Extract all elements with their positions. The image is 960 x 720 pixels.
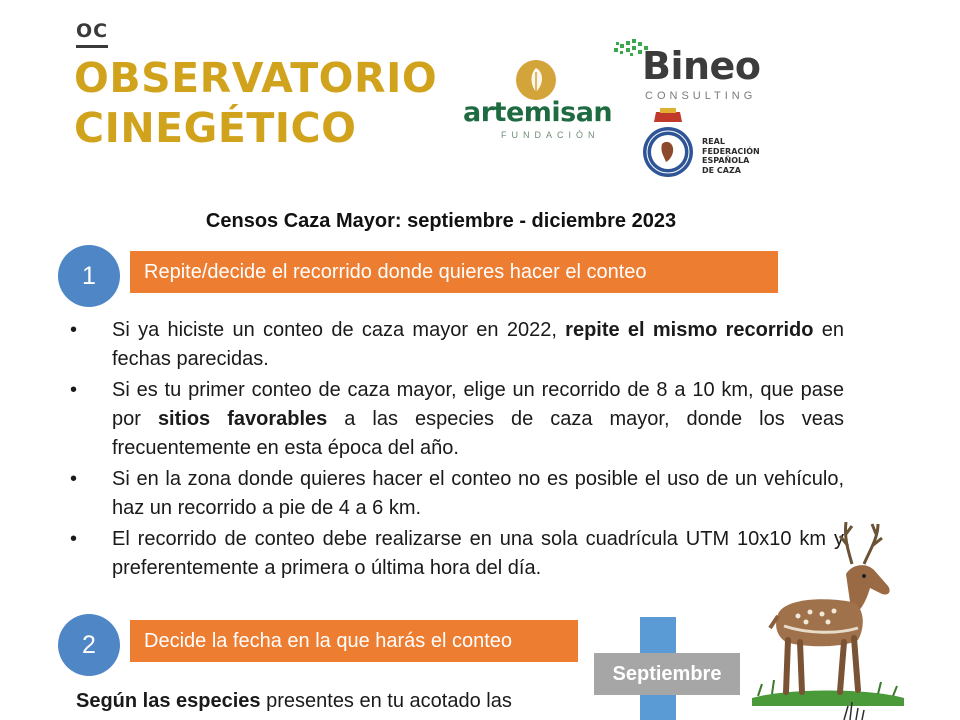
species-bold-text: Según las especies (76, 690, 261, 712)
bullet-bold-text: sitios favorables (157, 408, 328, 430)
bineo-name: Bineo (642, 44, 761, 88)
list-item (60, 525, 844, 583)
step1-circle: 1 (58, 245, 120, 307)
rfec-text (702, 137, 760, 175)
artemisan-subtitle: FUNDACIÓN (501, 130, 600, 140)
step2-circle: 2 (58, 614, 120, 676)
recorrido-bullet-list (60, 316, 844, 585)
grass-icon (838, 700, 868, 720)
bineo-subtitle: CONSULTING (645, 90, 757, 102)
oc-small-label: OC (76, 20, 109, 42)
rfec-line1: REAL (702, 137, 725, 146)
list-item (60, 376, 844, 463)
bullet-text: Si en la zona donde quieres hacer el conteo no es posible el uso de un vehículo, haz un recorrido a pie de 4 a 6 km. (112, 468, 844, 519)
artemisan-logo (463, 60, 613, 140)
document-heading: Censos Caza Mayor: septiembre - diciembre 2023 (205, 210, 677, 232)
bineo-logo (612, 36, 782, 106)
bullet-dot: • (70, 528, 78, 550)
bullet-text: a las especies de caza mayor, donde los veas frecuentemente en esta época del año. (112, 408, 845, 459)
rfec-line3: ESPAÑOLA (702, 156, 750, 165)
month-label-september: Septiembre (594, 653, 740, 695)
artemisan-leaf-icon (516, 60, 556, 100)
list-item (60, 465, 844, 523)
step1-bar (130, 251, 778, 293)
deer-illustration-icon (748, 516, 908, 706)
logo-title-line2: CINEGÉTICO (74, 104, 357, 152)
step2-label: Decide la fecha en la que harás el conteo (144, 629, 513, 652)
bullet-text: Si ya hiciste un conteo de caza mayor en 2022, (112, 319, 566, 341)
bullet-text: Si es tu primer conteo de caza mayor, elige un recorrido de 8 a 10 km, que pase por (112, 379, 844, 430)
rfec-line2: FEDERACIÓN (702, 146, 760, 156)
bullet-dot: • (70, 379, 78, 401)
step2-bar (130, 620, 578, 662)
bullet-text: en fechas parecidas. (112, 319, 845, 370)
observatorio-logo-title (74, 53, 437, 153)
bullet-text: El recorrido de conteo debe realizarse en una sola cuadrícula UTM 10x10 km y preferentemente a primera o última hora del día. (112, 528, 844, 579)
list-item (60, 316, 844, 374)
rfec-line4: DE CAZA (702, 165, 741, 175)
step1-label: Repite/decide el recorrido donde quieres hacer el conteo (144, 260, 647, 283)
species-text: presentes en tu acotado las (260, 690, 512, 712)
bullet-dot: • (70, 319, 78, 341)
artemisan-name: artemisan (463, 97, 613, 128)
bullet-dot: • (70, 468, 78, 490)
logo-title-line1: OBSERVATORIO (74, 54, 438, 102)
rfec-logo (640, 108, 790, 190)
oc-underline (76, 45, 108, 48)
species-paragraph (76, 690, 512, 713)
rfec-crest-icon (640, 108, 696, 188)
bullet-bold-text: repite el mismo recorrido (565, 319, 814, 341)
